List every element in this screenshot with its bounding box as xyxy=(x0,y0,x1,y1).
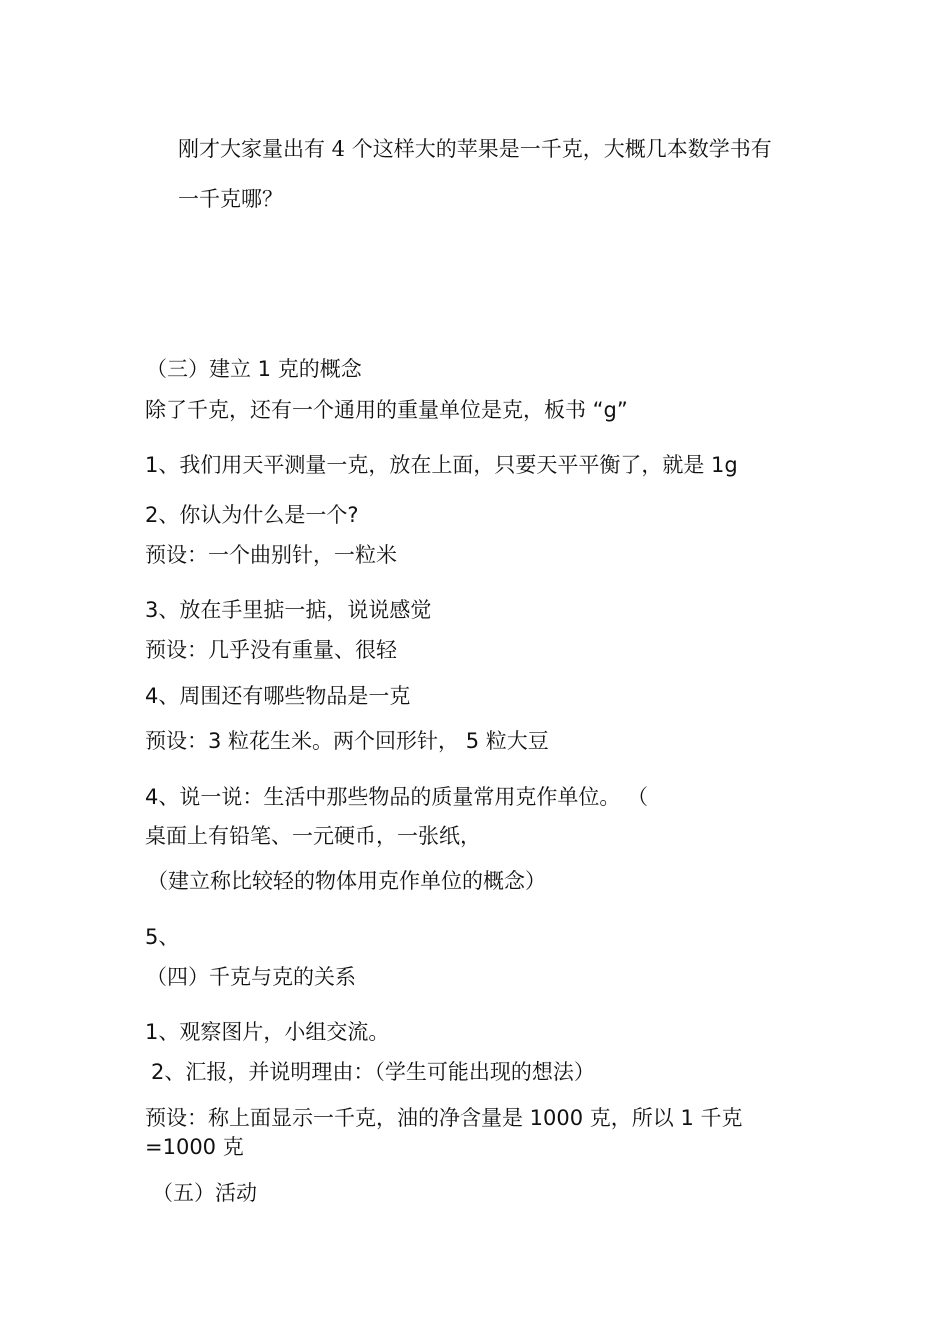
paragraph: 2、你认为什么是一个? xyxy=(145,503,359,527)
intro-line-1: 刚才大家量出有 4 个这样大的苹果是一千克，大概几本数学书有 xyxy=(178,137,772,161)
paragraph: 4、周围还有哪些物品是一克 xyxy=(145,684,411,708)
paragraph: 除了千克，还有一个通用的重量单位是克，板书 “g” xyxy=(145,398,628,422)
paragraph: 预设：称上面显示一千克，油的净含量是 1000 克，所以 1 千克 xyxy=(145,1106,743,1130)
section-5-heading: （五）活动 xyxy=(152,1181,257,1205)
paragraph: 预设：一个曲别针，一粒米 xyxy=(145,543,397,567)
paragraph: 5、 xyxy=(145,925,180,949)
section-4-heading: （四）千克与克的关系 xyxy=(146,965,356,989)
paragraph: 4、说一说：生活中那些物品的质量常用克作单位。 （ xyxy=(145,785,649,809)
section-3-heading: （三）建立 1 克的概念 xyxy=(146,357,362,381)
paragraph: 3、放在手里掂一掂，说说感觉 xyxy=(145,598,432,622)
paragraph: 桌面上有铅笔、一元硬币，一张纸， xyxy=(145,824,481,848)
paragraph: 预设：几乎没有重量、很轻 xyxy=(145,638,397,662)
intro-line-2: 一千克哪？ xyxy=(178,187,283,211)
paragraph: 预设：3 粒花生米。两个回形针， 5 粒大豆 xyxy=(145,729,549,753)
paragraph: 1、我们用天平测量一克，放在上面，只要天平平衡了，就是 1g xyxy=(145,453,738,477)
paragraph: 2、汇报，并说明理由：（学生可能出现的想法） xyxy=(151,1060,595,1084)
paragraph: （建立称比较轻的物体用克作单位的概念） xyxy=(147,869,546,893)
paragraph: =1000 克 xyxy=(145,1135,244,1159)
paragraph: 1、观察图片，小组交流。 xyxy=(145,1020,390,1044)
